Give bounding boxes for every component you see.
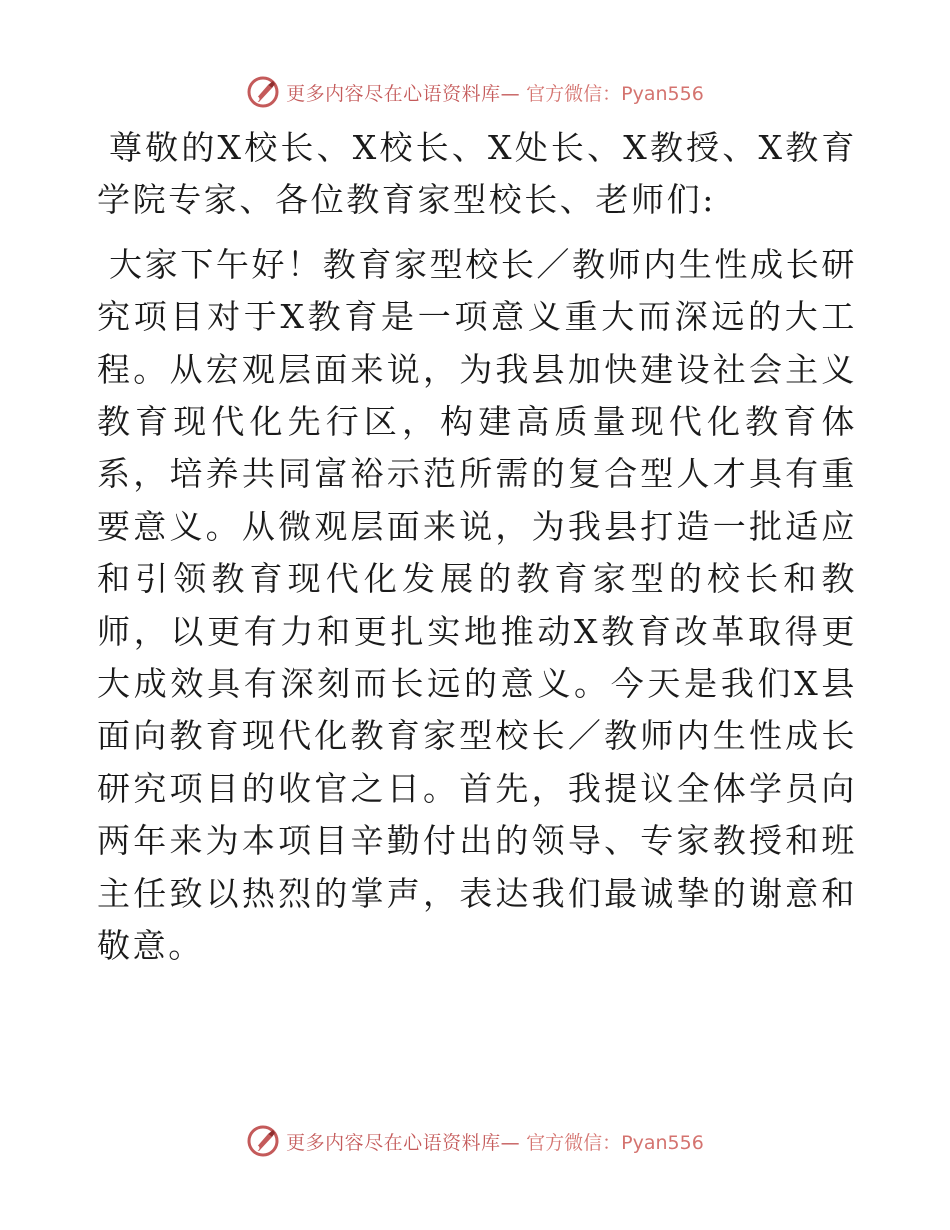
speech-paragraph: 大家下午好！教育家型校长／教师内生性成长研究项目对于X教育是一项意义重大而深远的大工程。从宏观层面来说，为我县加快建设社会主义教育现代化先行区，构建高质量现代化教育体系，培养共同富裕示范所需的复合型人才具有重要意义。从微观层面来说，为我县打造一批适应和引领教育现代化发展的教育家型的校长和教师，以更有力和更扎实地推动X教育改革取得更大成效具有深刻而长远的意义。今天是我们X县面向教育现代化教育家型校长／教师内生性成长研究项目的收官之日。首先，我提议全体学员向两年来为本项目辛勤付出的领导、专家教授和班主任致以热烈的掌声，表达我们最诚挚的谢意和敬意。 — [97, 244, 857, 966]
salutation-paragraph: 尊敬的X校长、X校长、X处长、X教授、X教育学院专家、各位教育家型校长、老师们: — [97, 128, 857, 220]
watermark-text: 更多内容尽在心语资料库— — [286, 1131, 521, 1154]
quill-seal-icon — [246, 75, 280, 109]
header-watermark — [0, 72, 950, 112]
watermark-text: 更多内容尽在心语资料库— — [286, 82, 521, 105]
document-body — [97, 122, 857, 973]
footer-watermark — [0, 1121, 950, 1161]
watermark-wechat: 官方微信：Pyan556 — [526, 82, 704, 105]
quill-seal-icon — [246, 1124, 280, 1158]
watermark-wechat: 官方微信：Pyan556 — [526, 1131, 704, 1154]
